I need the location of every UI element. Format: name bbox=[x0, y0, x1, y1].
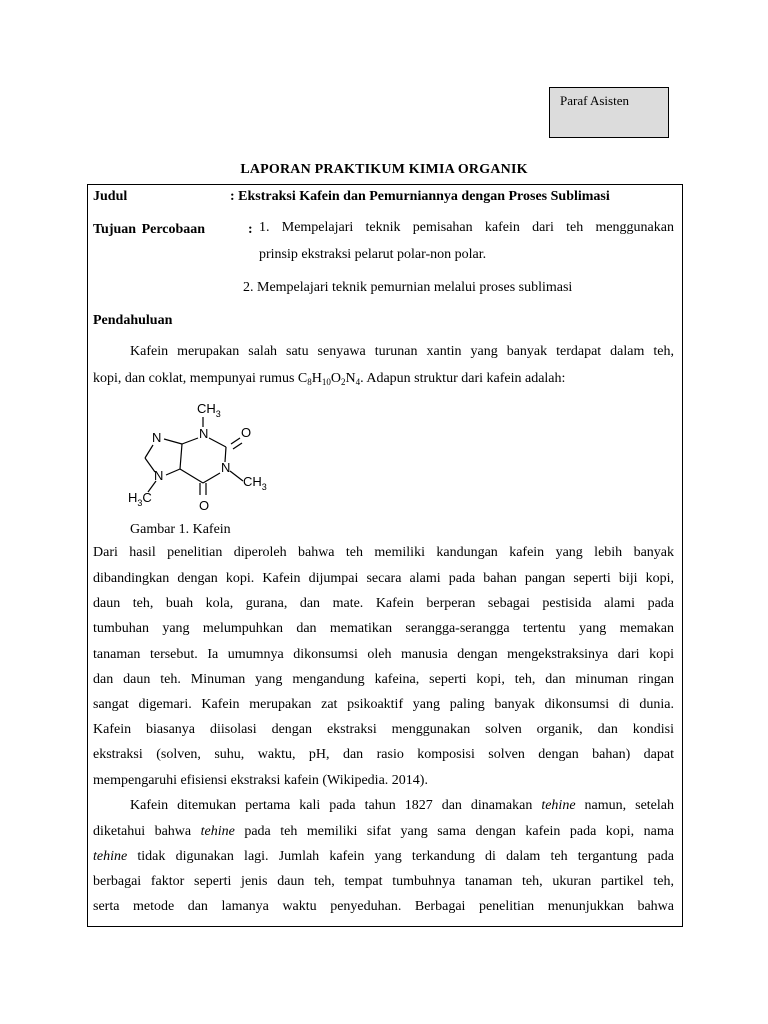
p2-line-2: dibandingkan dengan kopi. Kafein dijumpai secara alami pada bahan pangan seperti biji kopi, bbox=[93, 571, 674, 586]
p2-line-9: ekstraksi (solven, suhu, waktu, pH, dan rasio komposisi solven dengan bahan) dapat bbox=[93, 747, 674, 762]
report-title: LAPORAN PRAKTIKUM KIMIA ORGANIK bbox=[240, 162, 528, 177]
p3-line-2: diketahui bahwa tehine pada teh memiliki sifat yang sama dengan kafein pada kopi, nama bbox=[93, 824, 674, 839]
atom-o-bottom: O bbox=[199, 498, 210, 513]
judul-label: Judul bbox=[93, 189, 128, 204]
atom-n3: N bbox=[221, 460, 231, 475]
atom-h3c: $H_3C$ bbox=[128, 490, 152, 508]
atom-n1: N bbox=[199, 426, 209, 441]
caffeine-structure bbox=[120, 395, 280, 515]
atom-ch3-right: $CH_3$ bbox=[243, 474, 267, 492]
p2-line-1: Dari hasil penelitian diperoleh bahwa teh memiliki kandungan kafein yang lebih banyak bbox=[93, 545, 674, 560]
pendahuluan-p1-line-2: kopi, dan coklat, mempunyai rumus $C_8H_{10}O_2N_4$. Adapun struktur dari kafein adalah: bbox=[93, 371, 566, 387]
figure-caption: Gambar 1. Kafein bbox=[130, 522, 231, 537]
p3-line-5: serta metode dan lamanya waktu penyeduhan. Berbagai penelitian menunjukkan bahwa bbox=[93, 899, 674, 914]
p3-line-4: berbagai faktor seperti jenis daun teh, tempat tumbuhnya tanaman teh, ukuran partikel teh, bbox=[93, 874, 674, 889]
pendahuluan-heading: Pendahuluan bbox=[93, 313, 173, 328]
p2-line-6: dan daun teh. Minuman yang mengandung kafeina, seperti kopi, teh, dan minuman ringan bbox=[93, 672, 674, 687]
atom-ch3-top: $CH_3$ bbox=[197, 401, 221, 419]
tujuan-item-1-line-1: 1. Mempelajari teknik pemisahan kafein dari teh menggunakan bbox=[259, 220, 674, 235]
p2-line-3: daun teh, buah kola, gurana, dan mate. Kafein berperan sebagai pestisida alami pada bbox=[93, 596, 674, 611]
tujuan-label: Tujuan Percobaan bbox=[93, 222, 206, 237]
tujuan-item-1-line-2: prinsip ekstraksi pelarut polar-non polar. bbox=[259, 247, 487, 262]
judul-value: : Ekstraksi Kafein dan Pemurniannya dengan Proses Sublimasi bbox=[230, 189, 610, 204]
p2-line-8: Kafein biasanya diisolasi dengan ekstraksi menggunakan solven organik, dan kondisi bbox=[93, 722, 674, 737]
pendahuluan-p1-line-1: Kafein merupakan salah satu senyawa turunan xantin yang banyak terdapat dalam teh, bbox=[130, 344, 674, 359]
paraf-asisten-label: Paraf Asisten bbox=[560, 93, 629, 108]
tujuan-colon: : bbox=[248, 222, 253, 237]
tujuan-item-2: 2. Mempelajari teknik pemurnian melalui proses sublimasi bbox=[243, 280, 573, 295]
p3-line-3: tehine tidak digunakan lagi. Jumlah kafein yang terkandung di dalam teh tergantung pada bbox=[93, 849, 674, 864]
p3-line-1: Kafein ditemukan pertama kali pada tahun 1827 dan dinamakan tehine namun, setelah bbox=[130, 798, 674, 813]
p2-line-10: mempengaruhi efisiensi ekstraksi kafein (Wikipedia. 2014). bbox=[93, 773, 428, 788]
atom-n-bottom: N bbox=[154, 468, 164, 483]
p2-line-7: sangat digemari. Kafein merupakan zat psikoaktif yang paling banyak dikonsumsi di dunia. bbox=[93, 697, 674, 712]
p2-line-4: tumbuhan yang melumpuhkan dan mematikan serangga-serangga tertentu yang memakan bbox=[93, 621, 674, 636]
caffeine-bonds bbox=[145, 417, 243, 495]
paraf-asisten-box bbox=[549, 87, 669, 138]
atom-o-right: O bbox=[241, 425, 252, 440]
p2-line-5: tanaman tersebut. Ia umumnya dikonsumsi oleh manusia dengan mengekstraksinya dari kopi bbox=[93, 647, 674, 662]
atom-n-left: N bbox=[152, 430, 162, 445]
